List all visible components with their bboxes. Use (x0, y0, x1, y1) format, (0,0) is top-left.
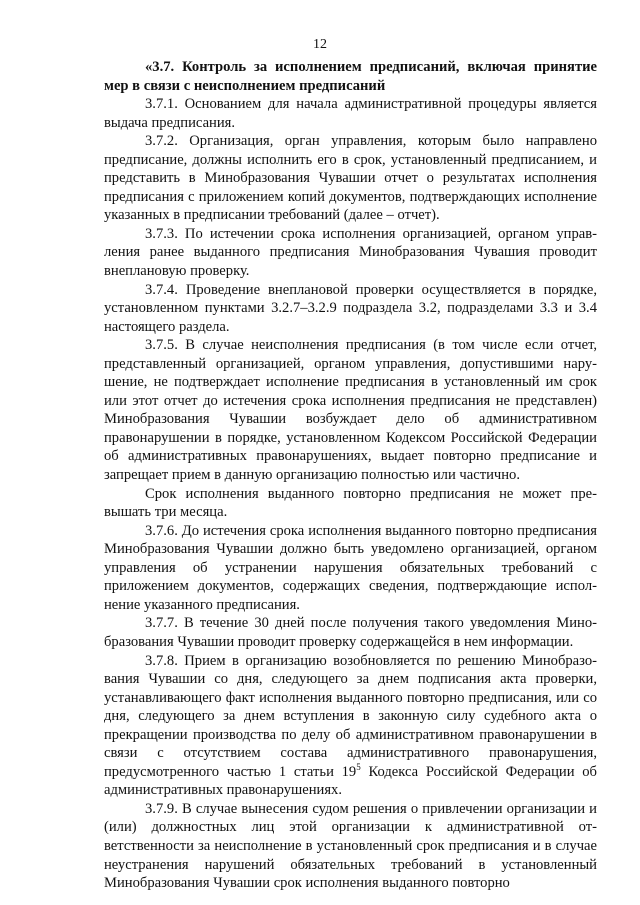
article-superscript: 5 (356, 761, 361, 772)
paragraph-term-limit: Срок исполнения выданного повторно предписания не может превышать три месяца. (104, 485, 597, 521)
paragraph-3-7-1: 3.7.1. Основанием для начала административной процедуры является выдача предписания. (104, 96, 597, 131)
document-body (104, 58, 597, 893)
paragraph-3-7-4: 3.7.4. Проведение внеплановой проверки осуществляется в порядке, установленном пунктами 3.2.7–3.2.9 подраздела 3.2, подразделами 3.3 и 3.4 настоящего раздела. (104, 281, 597, 335)
paragraph-3-7-2: 3.7.2. Организация, орган управления, которым было направлено предписание, должны исполнить его в срок, установленный предписанием, и представить в Минобразования Чувашии отчет о результатах исполнения предписания с приложением копий документов, подтверждающих исполнение указанных в предписании требований (далее – отчет). (104, 133, 597, 224)
paragraph-3-7-3: 3.7.3. По истечении срока исполнения организацией, органом управления ранее выданного предписания Минобразования Чувашия проводит внеплановую проверку. (104, 225, 597, 280)
paragraph-3-7-8-text: 3.7.8. Прием в организацию возобновляется по решению Минобразования Чувашии со дня, следующего за днем подписания акта проверки, устанавливающего факт исполнения выданного повторно предписания, или со дня, следующего за днем вступления в законную силу судебного акта о прекращении производства по делу об административном правонарушении в связи с отсутствием состава административного правонарушения, предусмотренного частью 1 статьи 19 (104, 652, 597, 780)
page-number: 12 (313, 37, 327, 52)
paragraph-3-7-5: 3.7.5. В случае неисполнения предписания (в том числе если отчет, представленный организацией, органом управления, допустившими нарушение, не подтверждает исполнение предписания в установленный им срок или этот отчет до истечения срока исполнения предписания не представлен) Минобразования Чувашии возбуждает дело об административном правонарушении в порядке, установленном Кодексом Российской Федерации об административных правонарушениях, выдает повторно предписание и запрещает прием в данную организацию полностью или частично. (104, 337, 597, 484)
paragraph-3-7-7: 3.7.7. В течение 30 дней после получения такого уведомления Минобразования Чувашии проводит проверку содержащейся в нем информации. (104, 615, 597, 650)
section-heading: «3.7. Контроль за исполнением предписаний, включая принятие мер в связи с неисполнением предписаний (104, 59, 597, 94)
paragraph-3-7-8 (104, 652, 597, 800)
paragraph-3-7-6: 3.7.6. До истечения срока исполнения выданного повторно предписания Минобразования Чувашии должно быть уведомлено организацией, органом управления об устранении нарушения обязательных требований с приложением документов, содержащих сведения, подтверждающие исполнение указанного предписания. (104, 522, 597, 613)
paragraph-3-7-9: 3.7.9. В случае вынесения судом решения о привлечении организации и (или) должностных лиц этой организации к административной ответственности за неисполнение в установленный срок предписания и в случае неустранения нарушений обязательных требований в установленный Минобразования Чувашии срок исполнения выданного повторно (104, 800, 597, 892)
paragraph-3-7-8-text-end: Кодекса Российской Федерации об административных правонарушениях. (104, 763, 597, 799)
